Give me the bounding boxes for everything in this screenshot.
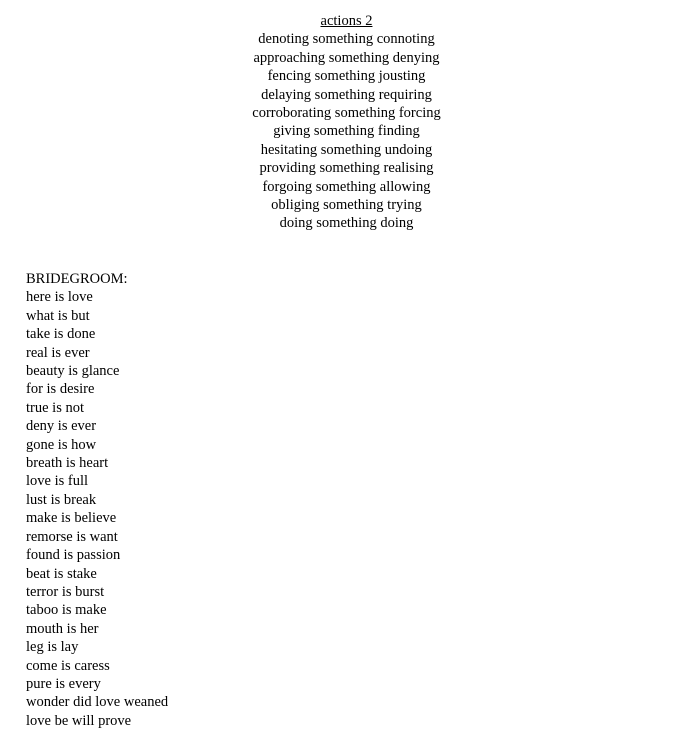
poem-line: terror is burst (26, 583, 105, 600)
poem-line: taboo is make (26, 602, 107, 619)
poem-line: real is ever (26, 344, 90, 361)
poem-line: beauty is glance (26, 363, 120, 380)
poem-actions-2 (0, 12, 693, 233)
poem-line: doing something doing (279, 215, 414, 232)
poem-line: beat is stake (26, 565, 97, 582)
poem-line: delaying something requiring (261, 86, 432, 103)
poem-line: obliging something trying (271, 197, 422, 214)
poem-line: for is desire (26, 381, 95, 398)
poem-bridegroom (26, 270, 168, 730)
poem-line: take is done (26, 326, 96, 343)
poem-line: love be will prove (26, 712, 132, 729)
poem-line: hesitating something undoing (260, 141, 433, 158)
poem-line: lust is break (26, 491, 97, 508)
poem-line: denoting something connoting (258, 31, 435, 48)
poem-line: wonder did love weaned (26, 694, 169, 711)
poem-line: leg is lay (26, 639, 79, 656)
poem-line: gone is how (26, 436, 97, 453)
poem-line: make is believe (26, 510, 117, 527)
poem-line: deny is ever (26, 418, 97, 435)
poem-line: breath is heart (26, 455, 109, 472)
poem-line: true is not (26, 399, 84, 416)
poem-line: found is passion (26, 547, 121, 564)
poem-line: pure is every (26, 675, 101, 692)
poem-line: come is caress (26, 657, 110, 674)
poem-line: what is but (26, 307, 90, 324)
poem-line: providing something realising (259, 160, 434, 177)
poem-line: fencing something jousting (267, 68, 426, 85)
poem-line: here is love (26, 289, 93, 306)
poem-line: giving something finding (273, 123, 420, 140)
poem-line: approaching something denying (253, 49, 440, 66)
poem-line: love is full (26, 473, 89, 490)
poem-line: corroborating something forcing (252, 105, 441, 122)
poem-line: remorse is want (26, 528, 118, 545)
poem-line: mouth is her (26, 620, 99, 637)
poem-title: actions 2 (320, 13, 373, 29)
speaker-label: BRIDEGROOM: (26, 271, 128, 287)
poem-line: forgoing something allowing (262, 178, 431, 195)
